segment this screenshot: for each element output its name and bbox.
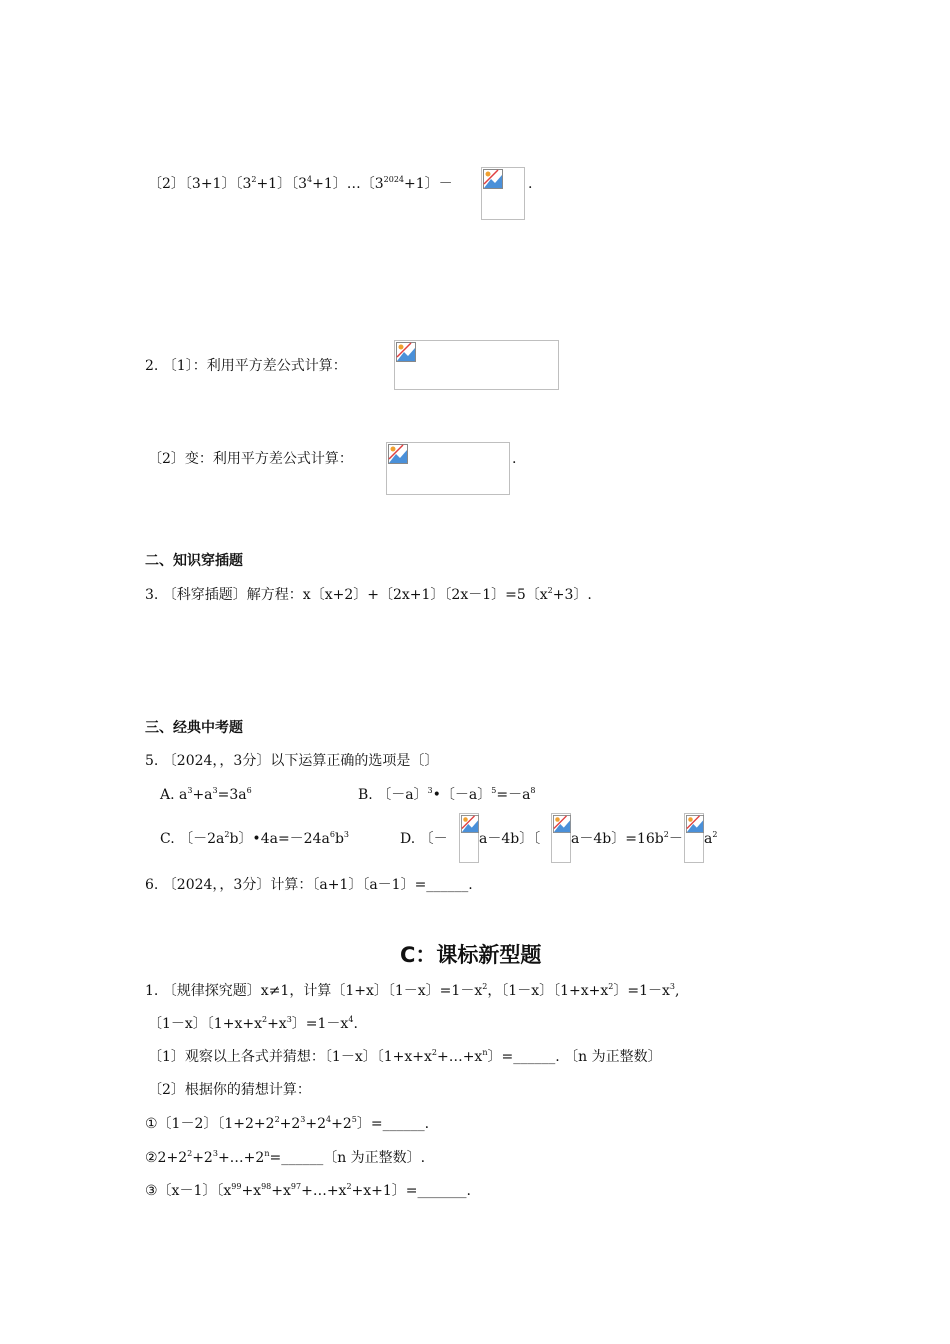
broken-image-icon: [686, 815, 704, 833]
c-q1-line1: 1. 〔规律探究题〕x≠1，计算〔1+x〕〔1－x〕$=1-x^2$，〔1－x〕〔$1+x+x^2$〕$=1-x^3$,: [145, 982, 680, 999]
broken-image-icon: [396, 342, 416, 362]
option-d-part2: a－4b〕〔: [479, 831, 541, 847]
fraction-image-placeholder: [551, 813, 571, 863]
broken-image-icon: [388, 444, 408, 464]
q2-product-line: 〔2〕〔3+1〕〔$3^2+1$〕〔$3^4+1$〕…〔$3^{2024}+1$〕－: [148, 175, 453, 192]
broken-image-placeholder: [386, 442, 510, 495]
broken-image-placeholder: [394, 340, 559, 390]
option-d-part3: a－4b〕$=16b^2-$: [571, 830, 683, 847]
q2-part1: 2. 〔1〕：利用平方差公式计算：: [145, 358, 347, 374]
broken-image-icon: [553, 815, 571, 833]
section-c-title: C：课标新型题: [400, 943, 542, 967]
c-q1-part2: 〔2〕根据你的猜想计算：: [148, 1082, 311, 1098]
q6-line: 6. 〔2024，，3分〕计算：〔a+1〕〔a－1〕=______.: [145, 877, 473, 893]
broken-image-icon: [483, 169, 503, 189]
c-q1-calc1: ①〔1－2〕〔$1+2+2^2+2^3+2^4+2^5$〕=______.: [145, 1115, 430, 1132]
option-b: B. 〔－a〕$^3$•〔－a〕$^5=-a^8$: [358, 786, 536, 803]
c-q1-calc3: ③〔x－1〕〔$x^{99}+x^{98}+x^{97}+\dots+x^2+x+1$〕=_______.: [145, 1182, 471, 1199]
q2-part2: 〔2〕变：利用平方差公式计算：: [148, 451, 353, 467]
section-2-heading: 二、知识穿插题: [145, 553, 243, 569]
section-3-heading: 三、经典中考题: [145, 720, 243, 736]
option-a: A. $a^3+a^3=3a^6$: [160, 786, 252, 803]
option-d-part1: D. 〔－: [400, 831, 448, 847]
broken-image-placeholder: [481, 167, 525, 220]
q3-line: 3. 〔科穿插题〕解方程：x〔x+2〕+〔2x+1〕〔2x－1〕=5〔$x^2+3$〕.: [145, 586, 592, 603]
q2-part2-end: .: [512, 451, 517, 467]
option-d-part4: $a^2$: [704, 830, 718, 847]
fraction-image-placeholder: [459, 813, 479, 863]
c-q1-calc2: $②2+2^2+2^3+\dots+2^n=\_\_\_\_\_\_$〔n 为正整数〕.: [145, 1149, 426, 1166]
broken-image-icon: [461, 815, 479, 833]
fraction-image-placeholder: [684, 813, 704, 863]
option-c: C. 〔$-2a^2b$〕$•4a=-24a^6b^3$: [160, 830, 349, 847]
q5-line: 5. 〔2024，，3分〕以下运算正确的选项是〔〕: [145, 753, 439, 769]
c-q1-line2: 〔1－x〕〔$1+x+x^2+x^3$〕$=1-x^4$.: [148, 1015, 358, 1032]
c-q1-part1: 〔1〕观察以上各式并猜想：〔1－x〕〔$1+x+x^2+\dots+x^n$〕=______. 〔n 为正整数〕: [148, 1048, 662, 1065]
q2-product-end: .: [528, 176, 533, 192]
